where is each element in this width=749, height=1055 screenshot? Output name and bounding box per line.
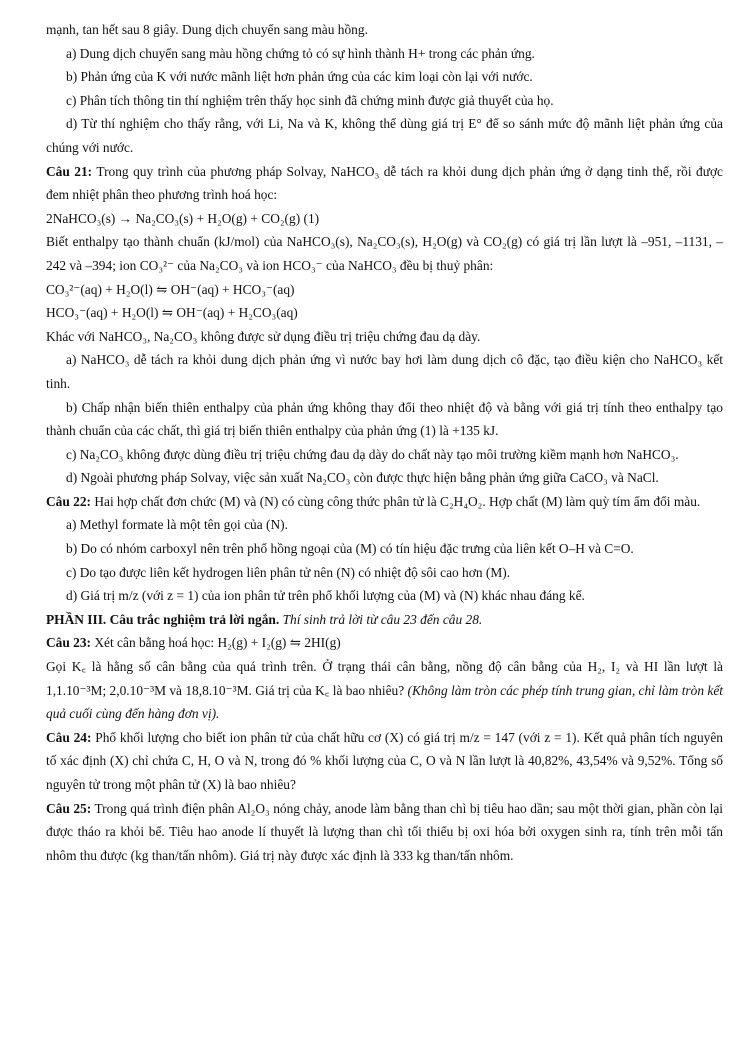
part-heading [46,608,723,632]
statement-a: a) NaHCO₃ dễ tách ra khỏi dung dịch phản ứng vì nước bay hơi làm dung dịch cô đặc, tạo điều kiện cho NaHCO₃ kết tinh. [46,352,723,391]
statement-b: b) Phản ứng của K với nước mãnh liệt hơn phản ứng của các kim loại còn lại với nước. [66,69,533,85]
question-23 [46,631,723,655]
question-label: Câu 23: [46,635,92,651]
statement-c: c) Do tạo được liên kết hydrogen liên phân tử nên (N) có nhiệt độ sôi cao hơn (M). [66,564,511,580]
question-body [46,655,723,726]
question-text: Xét cân bằng hoá học: H₂(g) + I₂(g) ⇋ 2HI(g) [94,635,341,651]
equation: 2NaHCO₃(s) → Na₂CO₃(s) + H₂O(g) + CO₂(g) (1) [46,210,320,226]
statement-d: d) Giá trị m/z (với z = 1) của ion phân tử trên phổ khối lượng của (M) và (N) khác nhau đáng kể. [66,588,585,604]
statement-a: a) Methyl formate là một tên gọi của (N). [66,517,288,533]
question-label: Câu 22: [46,493,92,509]
question-text: Gọi K꜀ là hằng số cân bằng của quá trình trên. Ở trạng thái cân bằng, nồng độ cân bằng của H₂, I₂ và HI lần lượt là 1,1.10⁻³M; 2,0.10⁻³M và 18,8.10⁻³M. Giá trị của K꜀ là bao nhiêu? [46,659,723,698]
question-label: Câu 24: [46,729,92,745]
statement-c: c) Phân tích thông tin thí nghiệm trên thấy học sinh đã chứng minh được giả thuyết của họ. [66,92,554,108]
statement-b: b) Do có nhóm carboxyl nên trên phổ hồng ngoại của (M) có tín hiệu đặc trưng của liên kết O–H và C=O. [66,541,634,557]
question-text: Trong quá trình điện phân Al₂O₃ nóng chảy, anode làm bằng than chì bị tiêu hao dần; sau một thời gian, phần còn lại được tháo ra khỏi bể. Tiêu hao anode lí thuyết là lượng than chì tối thiểu bị oxi hóa bởi oxygen sinh ra, tính trên mỗi tấn nhôm thu được (kg than/tấn nhôm). Giá trị này được xác định là 333 kg than/tấn nhôm. [46,800,723,863]
question-note: (Không làm tròn các phép tính trung gian, chỉ làm tròn kết quả cuối cùng đến hàng đơn vị). [46,682,723,722]
question-25 [46,797,723,868]
question-text: Trong quy trình của phương pháp Solvay, NaHCO₃ dễ tách ra khỏi dung dịch phản ứng ở dạng tinh thể, rồi được đem nhiệt phân theo phương trình hoá học: [46,163,723,203]
question-text: Hai hợp chất đơn chức (M) và (N) có cùng công thức phân tử là C₂H₄O₂. Hợp chất (M) làm quỳ tím ẩm đổi màu. [94,493,701,509]
part-note: Thí sinh trả lời từ câu 23 đến câu 28. [282,611,483,627]
question-21 [46,160,723,207]
question-text: Phổ khối lượng cho biết ion phân tử của chất hữu cơ (X) có giá trị m/z = 147 (với z = 1). Kết quả phân tích nguyên tố xác định (X) chỉ chứa C, H, O và N, trong đó % khối lượng của C, O và N lần lượt là 40,82%, 43,54% và 9,52%. Tổng số nguyên tử trong một phân tử (X) là bao nhiêu? [46,729,723,792]
question-24 [46,726,723,797]
text-line: mạnh, tan hết sau 8 giây. Dung dịch chuyển sang màu hồng. [46,22,368,37]
statement-d: d) Từ thí nghiệm cho thấy rằng, với Li, Na và K, không thể dùng giá trị E° để so sánh mức độ mãnh liệt phản ứng của chúng với nước. [46,116,723,155]
question-label: Câu 21: [46,163,93,179]
question-22 [46,490,723,514]
statement-a: a) Dung dịch chuyển sang màu hồng chứng tỏ có sự hình thành H+ trong các phản ứng. [66,45,535,61]
statement-b: b) Chấp nhận biến thiên enthalpy của phản ứng không thay đổi theo nhiệt độ và bằng với giá trị tính theo enthalpy tạo thành chuẩn của các chất, thì giá trị biến thiên enthalpy của phản ứng (1) là +135 kJ. [46,399,723,439]
part-title: PHẦN III. Câu trắc nghiệm trả lời ngắn. [46,611,280,627]
question-label: Câu 25: [46,800,92,816]
statement-c: c) Na₂CO₃ không được dùng điều trị triệu chứng đau dạ dày do chất này tạo môi trường kiềm mạnh hơn NaHCO₃. [66,446,679,462]
statement-d: d) Ngoài phương pháp Solvay, việc sản xuất Na₂CO₃ còn được thực hiện bằng phản ứng giữa CaCO₃ và NaCl. [66,470,659,486]
equation: HCO₃⁻(aq) + H₂O(l) ⇋ OH⁻(aq) + H₂CO₃(aq) [46,305,298,321]
equation: CO₃²⁻(aq) + H₂O(l) ⇋ OH⁻(aq) + HCO₃⁻(aq) [46,281,295,297]
question-info: Biết enthalpy tạo thành chuẩn (kJ/mol) của NaHCO₃(s), Na₂CO₃(s), H₂O(g) và CO₂(g) có giá trị lần lượt là –951, –1131, –242 và –394; ion CO₃²⁻ của Na₂CO₃ và ion HCO₃⁻ của NaHCO₃ đều bị thuỷ phân: [46,234,723,273]
question-note: Khác với NaHCO₃, Na₂CO₃ không được sử dụng điều trị triệu chứng đau dạ dày. [46,328,481,344]
